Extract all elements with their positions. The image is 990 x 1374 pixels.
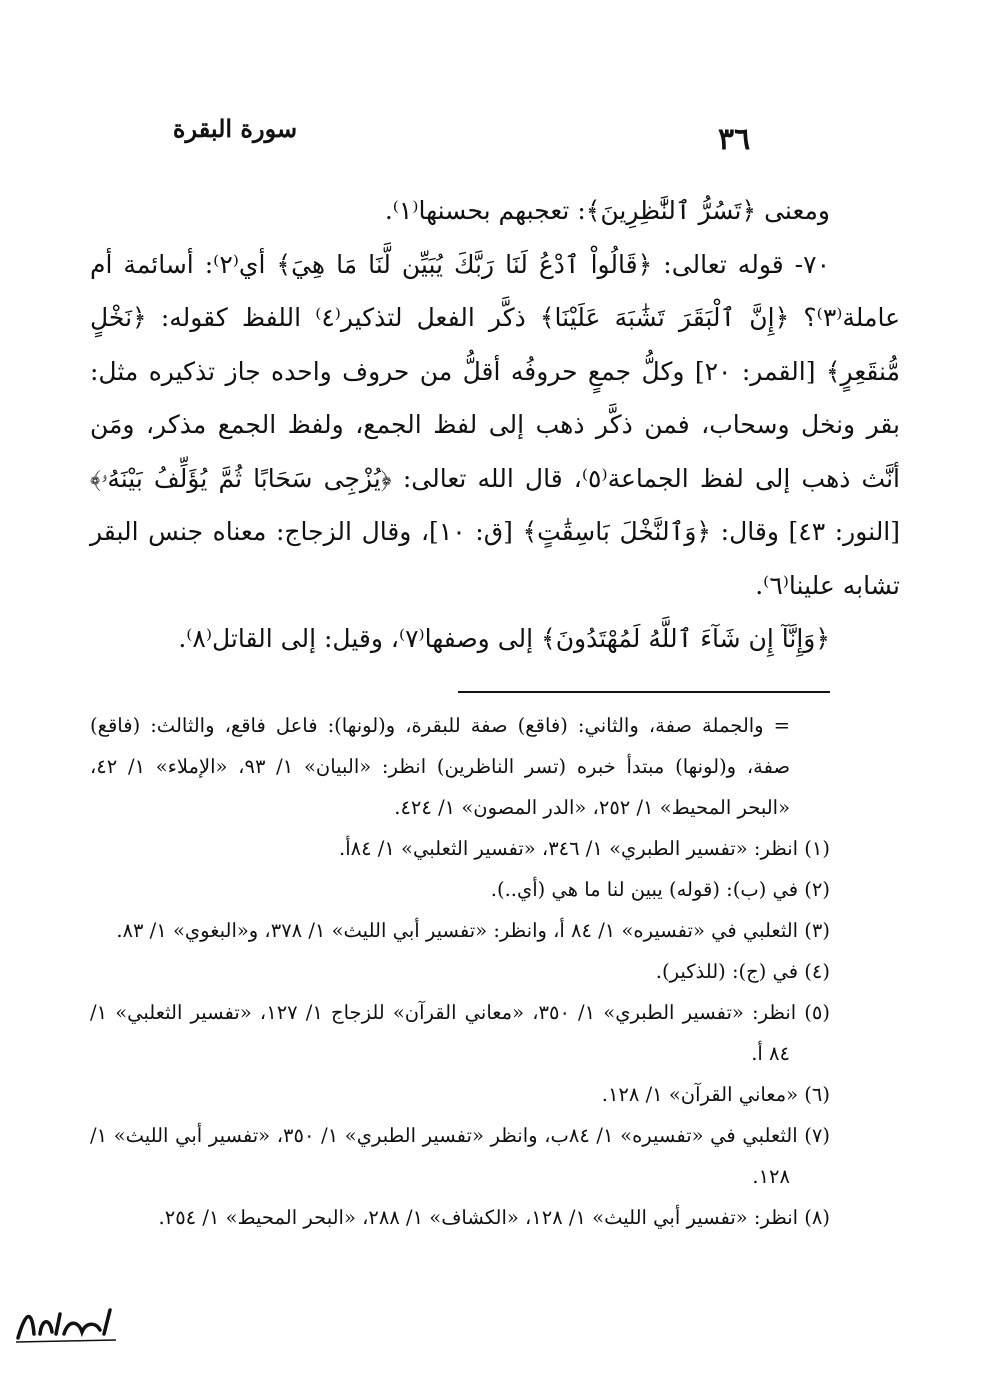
calligraphy-mark-icon — [12, 1300, 122, 1346]
running-title: سورة البقرة — [172, 114, 298, 143]
footnote-5: (٥) انظر: «تفسير الطبري» ١/ ٣٥٠، «معاني القرآن» للزجاج ١/ ١٢٧، «تفسير الثعلبي» ١/ ٨٤ أ. — [90, 1001, 831, 1065]
main-paragraph-3: ﴿وَإِنَّآ إِن شَآءَ ٱللَّهُ لَمُهْتَدُونَ﴾ إلى وصفها⁽٧⁾، وقيل: إلى القاتل⁽٨⁾. — [178, 624, 830, 653]
page-number: ٣٦ — [718, 122, 751, 157]
footnote-2: (٢) في (ب): (قوله) يبين لنا ما هي (أي..). — [490, 878, 830, 901]
footnote-6: (٦) «معاني القرآن» ١/ ١٢٨. — [601, 1083, 830, 1106]
footnote-4: (٤) في (ج): (للذكير). — [655, 960, 830, 983]
footnote-8: (٨) انظر: «تفسير أبي الليث» ١/ ١٢٨، «الكشاف» ١/ ٢٨٨، «البحر المحيط» ١/ ٢٥٤. — [158, 1206, 830, 1229]
footnote-1: (١) انظر: «تفسير الطبري» ١/ ٣٤٦، «تفسير الثعلبي» ١/ ٨٤أ. — [339, 837, 830, 860]
main-paragraph-1: ومعنى ﴿تَسُرُّ ٱلنَّٰظِرِينَ﴾: تعجبهم بحسنها⁽١⁾. — [384, 196, 830, 225]
footnote-7: (٧) الثعلبي في «تفسيره» ١/ ٨٤ب، وانظر «تفسير الطبري» ١/ ٣٥٠، «تفسير أبي الليث» ١/ ١٢٨. — [90, 1124, 830, 1188]
footnote-continuation: = والجملة صفة، والثاني: (فاقع) صفة للبقرة، و(لونها): فاعل فاقع، والثالث: (فاقع) صفة، و(لونها) مبتدأ خبره (تسر الناظرين) انظر: «البيان» ١/ ٩٣، «الإملاء» ١/ ٤٢، «البحر المحيط» ١/ ٢٥٢، «الدر المصون» ١/ ٤٢٤. — [90, 714, 790, 819]
main-paragraph-2: ٧٠- قوله تعالى: ﴿قَالُواْ ٱدْعُ لَنَا رَبَّكَ يُبَيِّن لَّنَا مَا هِيَ﴾ أي⁽٢⁾: أسائمة أم عاملة⁽٣⁾؟ ﴿إِنَّ ٱلْبَقَرَ تَشَٰبَهَ عَلَيْنَا﴾ ذكَّر الفعل لتذكير⁽٤⁾ اللفظ كقوله: ﴿نَخْلٍ مُّنقَعِرٍ﴾ [القمر: ٢٠] وكلُّ جمعٍ حروفُه أقلُّ من حروف واحده جاز تذكيره مثل: بقر ونخل وسحاب، فمن ذكَّر ذهب إلى لفظ الجمع، ولفظ الجمع مذكر، ومَن أنَّث ذهب إلى لفظ الجماعة⁽٥⁾، قال الله تعالى: ﴿يُزْجِى سَحَابًا ثُمَّ يُؤَلِّفُ بَيْنَهُۥ﴾ [النور: ٤٣] وقال: ﴿وَٱلنَّخْلَ بَاسِقَٰتٍ﴾ [ق: ١٠]، وقال الزجاج: معناه جنس البقر تشابه علينا⁽٦⁾. — [90, 249, 901, 600]
watermark-logo — [12, 1292, 122, 1352]
footnote-3: (٣) الثعلبي في «تفسيره» ١/ ٨٤ أ، وانظر: «تفسير أبي الليث» ١/ ٣٧٨، و«البغوي» ١/ ٨٣. — [116, 919, 830, 942]
footnote-separator — [458, 691, 830, 693]
footnotes — [90, 705, 830, 1238]
main-text — [90, 184, 900, 666]
